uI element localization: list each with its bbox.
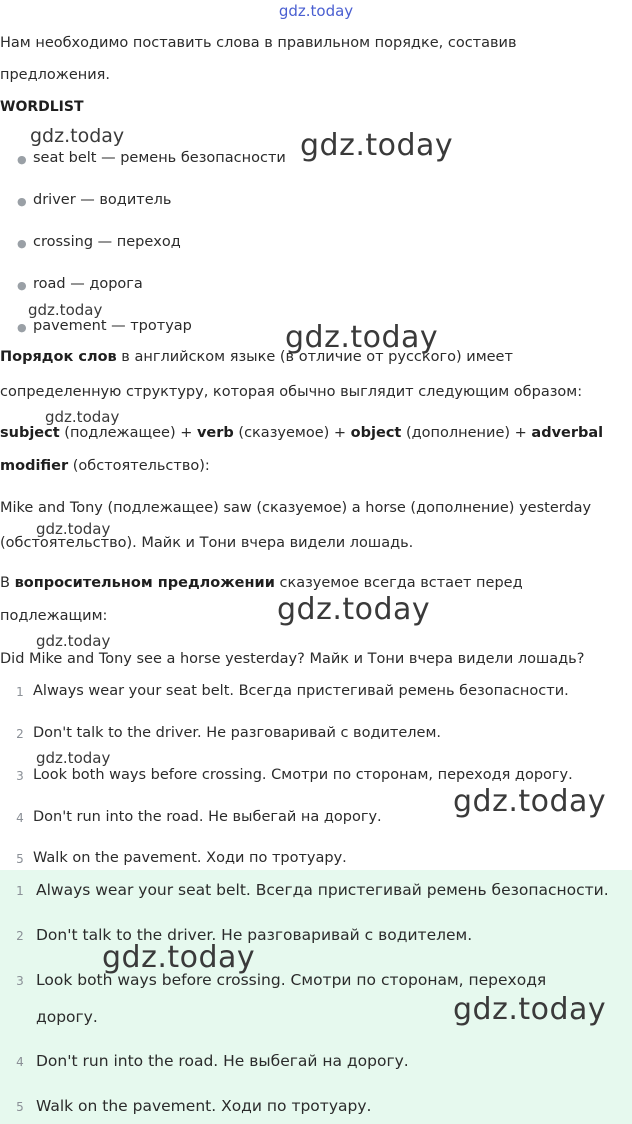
watermark-small: gdz.today [36,520,111,538]
watermark-large: gdz.today [453,992,607,1027]
text: (обстоятельство): [68,458,210,474]
question-paragraph-line-2: подлежащим: [0,608,108,624]
answer-item: Don't run into the road. Не выбегай на дорогу. [36,1052,409,1070]
watermark-large: gdz.today [300,128,454,163]
text: В [0,575,15,591]
theory-paragraph [0,349,513,365]
list-number: 5 [16,852,24,866]
answer-item: Always wear your seat belt. Всегда пристегивай ремень безопасности. [36,881,609,899]
list-item: road — дорога [33,276,143,292]
bullet-icon: ● [17,195,27,208]
list-item: Always wear your seat belt. Всегда пристегивай ремень безопасности. [33,683,569,699]
text: (сказуемое) + [233,425,351,441]
answer-item: Look both ways before crossing. Смотри по сторонам, переходя [36,971,547,989]
question-paragraph [0,575,523,591]
bold-text: verb [196,425,234,441]
bold-text: вопросительном предложении [14,575,275,591]
header-watermark: gdz.today [278,2,354,20]
theory-paragraph-line-2: сопределенную структуру, которая обычно выглядит следующим образом: [0,384,583,400]
bullet-icon: ● [17,237,27,250]
answer-box [0,870,632,1124]
list-item: seat belt — ремень безопасности [33,150,286,166]
example-1-line-2: (обстоятельство). Майк и Тони вчера видели лошадь. [0,535,414,551]
example-2: Did Mike and Tony see a horse yesterday? Майк и Тони вчера видели лошадь? [0,651,585,667]
list-number: 1 [16,685,24,699]
list-number: 2 [16,929,24,943]
answer-item: Walk on the pavement. Ходи по тротуару. [36,1097,372,1115]
text: сказуемое всегда встает перед [274,575,523,591]
bold-text: adverbal [531,425,604,441]
list-item: Don't run into the road. Не выбегай на дорогу. [33,809,382,825]
intro-line-1: Нам необходимо поставить слова в правильном порядке, составив [0,35,517,51]
formula-line-1 [0,425,603,441]
watermark-small: gdz.today [45,408,120,426]
watermark-small: gdz.today [30,125,125,147]
answer-item: Don't talk to the driver. Не разговаривай с водителем. [36,926,473,944]
bold-text: modifier [0,458,69,474]
watermark-large: gdz.today [285,320,439,355]
list-number: 3 [16,769,24,783]
text: (подлежащее) + [59,425,197,441]
bullet-icon: ● [17,279,27,292]
bold-text: Порядок слов [0,349,117,365]
text: (дополнение) + [401,425,532,441]
list-number: 1 [16,884,24,898]
list-item: Don't talk to the driver. Не разговаривай с водителем. [33,725,442,741]
watermark-small: gdz.today [28,301,103,319]
list-number: 2 [16,727,24,741]
list-number: 4 [16,811,24,825]
list-item: Look both ways before crossing. Смотри по сторонам, переходя дорогу. [33,767,573,783]
example-1-line-1: Mike and Tony (подлежащее) saw (сказуемое) a horse (дополнение) yesterday [0,500,592,516]
watermark-small: gdz.today [36,632,111,650]
formula-line-2 [0,458,210,474]
list-item: crossing — переход [33,234,181,250]
bullet-icon: ● [17,153,27,166]
bold-text: object [350,425,402,441]
intro-line-2: предложения. [0,67,110,83]
list-number: 5 [16,1100,24,1114]
list-item: Walk on the pavement. Ходи по тротуару. [33,850,347,866]
list-number: 3 [16,974,24,988]
watermark-large: gdz.today [102,940,256,975]
list-item: pavement — тротуар [33,318,192,334]
list-number: 4 [16,1055,24,1069]
wordlist-title: WORDLIST [0,99,84,115]
watermark-large: gdz.today [277,592,431,627]
text: в английском языке (в отличие от русского) имеет [116,349,513,365]
bold-text: subject [0,425,60,441]
list-item: driver — водитель [33,192,172,208]
answer-item-line-2: дорогу. [36,1008,98,1026]
watermark-large: gdz.today [453,784,607,819]
bullet-icon: ● [17,321,27,334]
watermark-small: gdz.today [36,749,111,767]
